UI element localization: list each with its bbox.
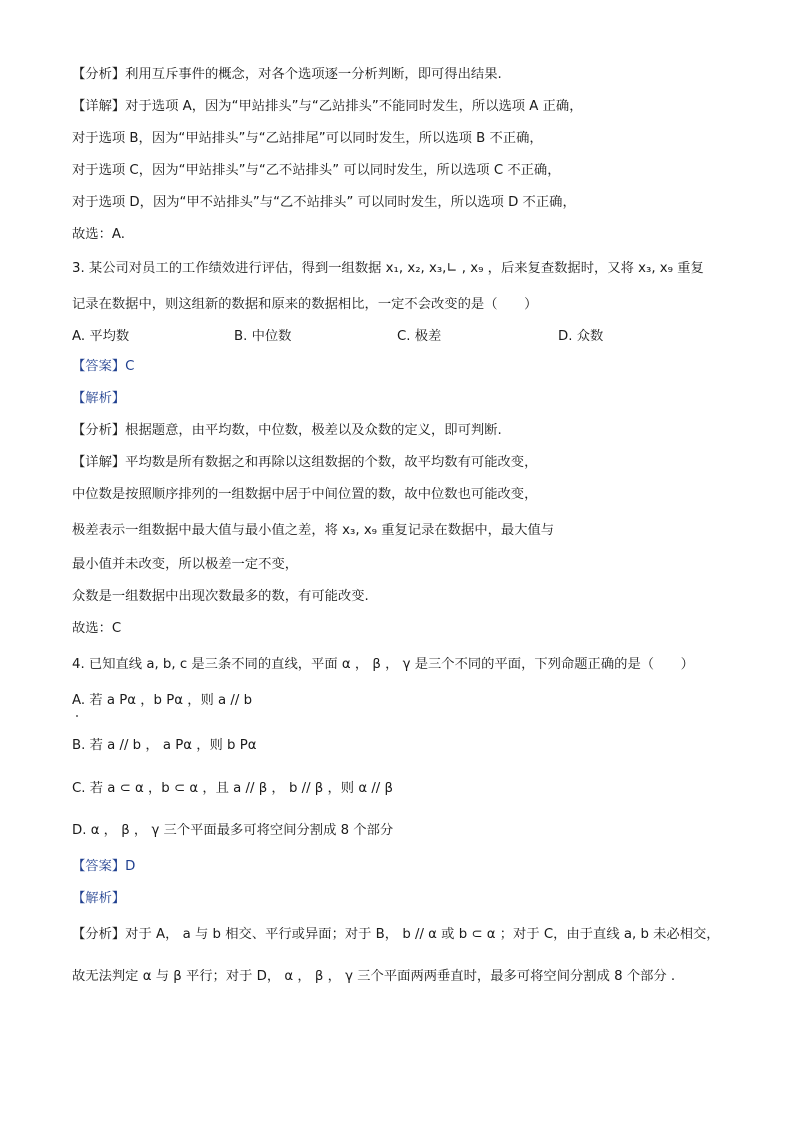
detail-q3-range: 极差表示一组数据中最大值与最小值之差，将 x₃, x₉ 重复记录在数据中，最大值与: [72, 523, 555, 538]
analysis-q4: 【分析】对于 A， a 与 b 相交、平行或异面；对于 B， b // α 或 b ⊂ α ；对于 C，由于直线 a, b 未必相交，: [72, 927, 720, 942]
detail-q2-option-b: 对于选项 B，因为“甲站排头”与“乙站排尾”可以同时发生，所以选项 B 不正确，: [72, 131, 543, 146]
analysis-q2: 【分析】利用互斥事件的概念，对各个选项逐一分析判断，即可得出结果.: [72, 67, 502, 82]
q3-option-d: D. 众数: [558, 329, 604, 344]
q4-option-c: C. 若 a ⊂ α ，b ⊂ α ，且 a // β ， b // β ，则 α // β: [72, 781, 393, 796]
detail-q3-median: 中位数是按照顺序排列的一组数据中居于中间位置的数，故中位数也可能改变，: [72, 487, 538, 502]
detail-q2-option-c: 对于选项 C，因为“甲站排头”与“乙不站排头” 可以同时发生，所以选项 C 不正确，: [72, 163, 561, 178]
answer-q4: 【答案】D: [72, 859, 136, 874]
q3-option-b: B. 中位数: [234, 329, 292, 344]
analysis-q4-cont: 故无法判定 α 与 β 平行；对于 D， α ， β ， γ 三个平面两两垂直时，最多可将空间分割成 8 个部分 .: [72, 969, 676, 984]
q4-option-a: A. 若 a Pα ，b Pα ，则 a // b: [72, 693, 253, 708]
question-3-stem: 3. 某公司对员工的工作绩效进行评估，得到一组数据 x₁, x₂, x₃,∟ , x₉ ，后来复查数据时，又将 x₃, x₉ 重复: [72, 261, 704, 276]
stray-dot-mark: [76, 715, 78, 717]
q4-option-b: B. 若 a // b ， a Pα ，则 b Pα: [72, 738, 257, 753]
q4-option-d: D. α ， β ， γ 三个平面最多可将空间分割成 8 个部分: [72, 823, 394, 838]
q3-option-c: C. 极差: [397, 329, 442, 344]
answer-choice-q2: 故选：A.: [72, 227, 125, 242]
question-3-stem-cont: 记录在数据中，则这组新的数据和原来的数据相比，一定不会改变的是（ ）: [72, 297, 538, 312]
q3-option-a: A. 平均数: [72, 329, 130, 344]
solution-heading-q4: 【解析】: [72, 891, 126, 906]
detail-q3-mode: 众数是一组数据中出现次数最多的数，有可能改变.: [72, 589, 369, 604]
solution-heading-q3: 【解析】: [72, 391, 126, 406]
detail-q2-option-a: 【详解】对于选项 A，因为“甲站排头”与“乙站排头”不能同时发生，所以选项 A 正确，: [72, 99, 583, 114]
answer-q3: 【答案】C: [72, 359, 135, 374]
analysis-q3: 【分析】根据题意，由平均数，中位数，极差以及众数的定义，即可判断.: [72, 423, 502, 438]
answer-choice-q3: 故选：C: [72, 621, 122, 636]
question-4-stem: 4. 已知直线 a, b, c 是三条不同的直线，平面 α ， β ， γ 是三个不同的平面，下列命题正确的是（ ）: [72, 657, 694, 672]
detail-q3-mean: 【详解】平均数是所有数据之和再除以这组数据的个数，故平均数有可能改变，: [72, 455, 538, 470]
detail-q2-option-d: 对于选项 D，因为“甲不站排头”与“乙不站排头” 可以同时发生，所以选项 D 不正确，: [72, 195, 576, 210]
detail-q3-range-cont: 最小值并未改变，所以极差一定不变，: [72, 557, 299, 572]
